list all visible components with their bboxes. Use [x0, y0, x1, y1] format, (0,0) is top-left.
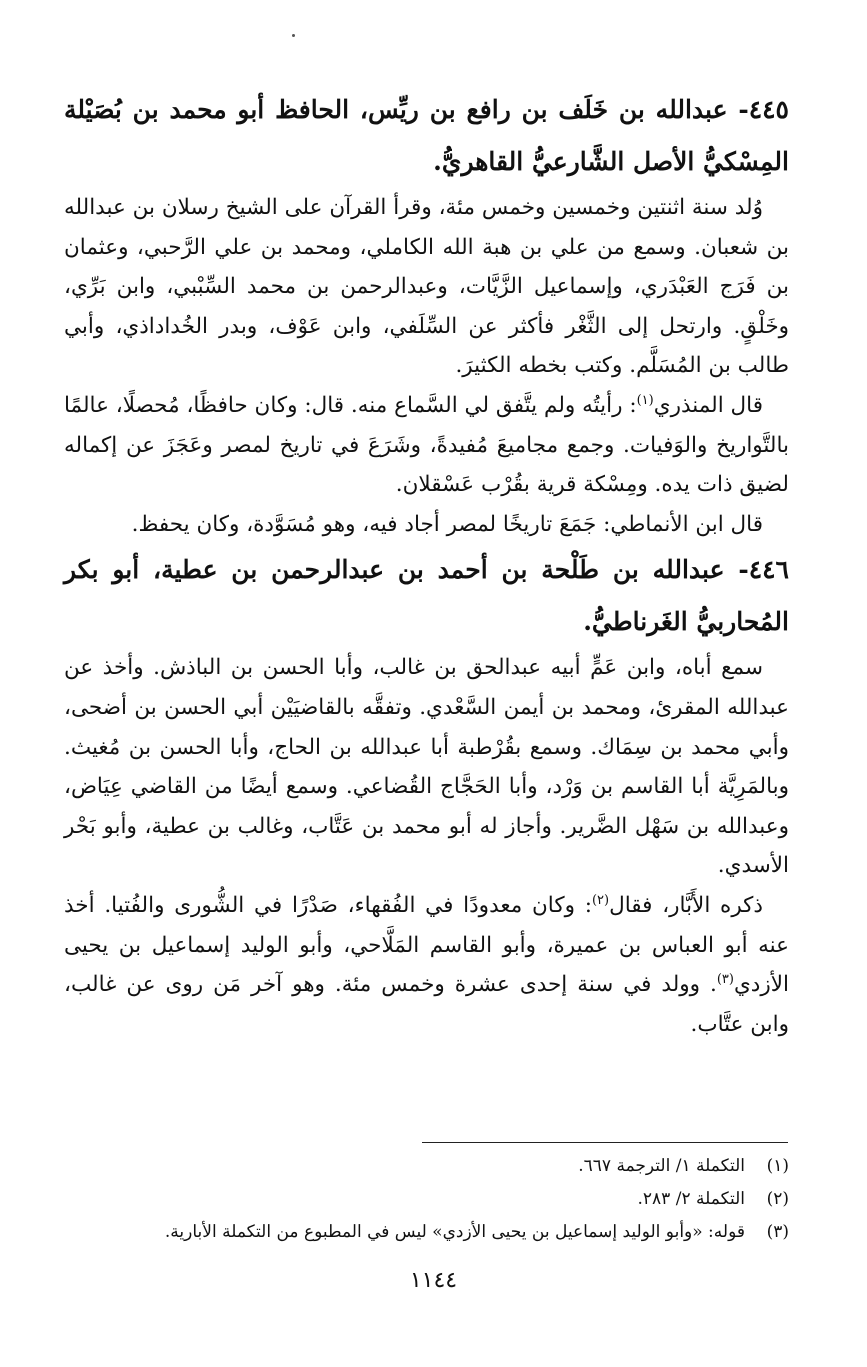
entry-title: ٤٤٦- عبدالله بن طَلْحة بن أحمد بن عبدالرحمن بن عطية، أبو بكر المُحاربيُّ الغَرناطيُّ.	[64, 555, 789, 637]
entry-paragraph	[64, 386, 789, 505]
entry-446	[64, 544, 789, 1044]
scan-speck	[292, 34, 295, 37]
footnote-item	[64, 1183, 789, 1216]
entry-paragraph: سمع أباه، وابن عَمٍّ أبيه عبدالحق بن غالب، وأبا الحسن بن الباذش. وأخذ عن عبدالله المقرئ، ومحمد بن أيمن السَّعْدي. وتفقَّه بالقاضيَيْن أبي الحسن بن أضحى، وأبي محمد بن سِمَاك. وسمع بقُرْطبة أبا عبدالله بن الحاج، وأبا الحسن بن مُغيث. وبالمَرِيَّة أبا القاسم بن وَرْد، وأبا الحَجَّاج القُضاعي. وسمع أيضًا من القاضي عِيَاض، وعبدالله بن سَهْل الضَّرير. وأجاز له أبو محمد بن عَتَّاب، وغالب بن عطية، وأبو بَحْر الأسدي.	[64, 655, 789, 879]
footnote-reference: (١)	[636, 392, 654, 408]
entry-title: ٤٤٥- عبدالله بن خَلَف بن رافع بن ريِّس، الحافظ أبو محمد بن بُصَيْلة المِسْكيُّ الأصل الشَّارعيُّ القاهريُّ.	[64, 95, 789, 176]
entry-paragraph: قال ابن الأنماطي: جَمَعَ تاريخًا لمصر أجاد فيه، وهو مُسَوَّدة، وكان يحفظ.	[131, 511, 763, 537]
footnote-divider	[422, 1142, 788, 1143]
footnote-text: التكملة ١/ الترجمة ٦٦٧.	[578, 1156, 745, 1176]
footnote-number: (٣)	[766, 1222, 789, 1242]
entry-paragraph: وُلد سنة اثنتين وخمسين وخمس مئة، وقرأ القرآن على الشيخ رسلان بن عبدالله بن شعبان. وسمع من علي بن هبة الله الكاملي، ومحمد بن علي الرَّحبي، وعثمان بن فَرَج العَبْدَري، وإسماعيل الزَّيَّات، وعبدالرحمن بن محمد السِّبْبي، وابن بَرِّي، وخَلْقٍ. وارتحل إلى الثَّغْر فأكثر عن السِّلَفي، وابن عَوْف، وبدر الخُداداذي، وأبي طالب بن المُسَلَّم. وكتب بخطه الكثيرَ.	[64, 195, 789, 379]
paragraph-text: ذكره الأَبَّار، فقال	[609, 892, 763, 918]
paragraph-text: : رأيتُه ولم يتَّفق لي السَّماع منه. قال: وكان حافظًا، مُحصلًا، عالمًا بالتَّواريخ والوَفيات. وجمع مجاميعَ مُفيدةً، وشَرَعَ في تاريخ لمصر وعَجَزَ عن إكماله لضيق ذات يده. ومِسْكة قرية بقُرْب عَسْقلان.	[64, 392, 789, 498]
paragraph-text: : وكان معدودًا في الفُقهاء، صَدْرًا في الشُّورى والفُتيا. أخذ عنه أبو العباس بن عميرة، وأبو القاسم المَلَّاحي، وأبو الوليد إسماعيل بن يحيى الأزدي	[64, 892, 789, 998]
footnote-text: قوله: «وأبو الوليد إسماعيل بن يحيى الأزدي» ليس في المطبوع من التكملة الأبارية.	[164, 1222, 745, 1242]
footnote-item	[64, 1150, 789, 1183]
footnote-number: (٢)	[766, 1189, 789, 1209]
entry-445	[64, 84, 789, 544]
footnote-reference: (٢)	[591, 892, 610, 908]
page-number: ١١٤٤	[409, 1268, 458, 1293]
footnote-item	[64, 1216, 789, 1249]
footnote-text: التكملة ٢/ ٢٨٣.	[637, 1189, 745, 1209]
footnotes	[64, 1150, 789, 1249]
entry-paragraph	[64, 886, 789, 1044]
paragraph-text: . وولد في سنة إحدى عشرة وخمس مئة. وهو آخر مَن روى عن غالب، وابن عتَّاب.	[64, 972, 789, 1037]
paragraph-text: قال المنذري	[653, 392, 763, 418]
footnote-reference: (٣)	[716, 971, 734, 987]
footnote-number: (١)	[766, 1156, 789, 1176]
